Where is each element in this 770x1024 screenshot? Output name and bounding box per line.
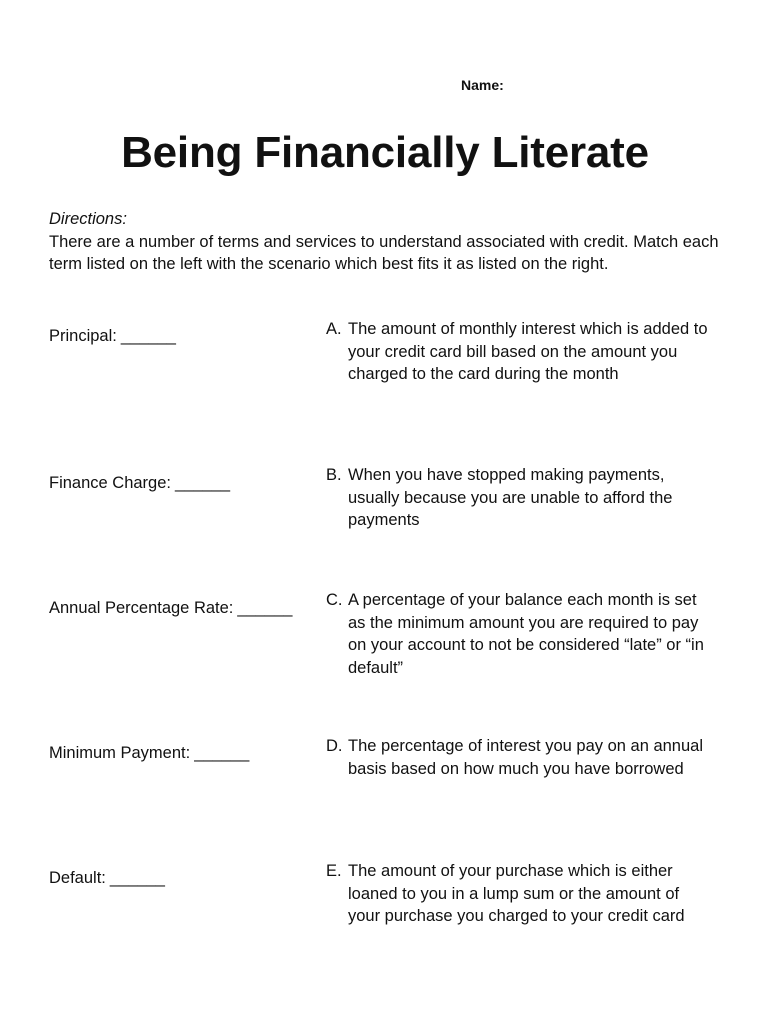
answer-blank: ______ <box>194 744 250 762</box>
term-principal <box>49 327 176 346</box>
definition-text: When you have stopped making payments, usually because you are unable to afford the payments <box>348 466 673 529</box>
definition-letter: B. <box>326 466 342 484</box>
term-finance-charge <box>49 474 230 493</box>
definition-letter: A. <box>326 320 342 338</box>
term-label: Minimum Payment: <box>49 744 191 762</box>
directions-heading: Directions: <box>49 210 127 228</box>
directions-block <box>49 208 719 276</box>
definition-letter: C. <box>326 591 343 609</box>
definition-a <box>326 318 711 386</box>
term-annual-percentage-rate <box>49 599 292 618</box>
answer-blank: ______ <box>237 599 293 617</box>
page-title: Being Financially Literate <box>121 128 649 177</box>
definition-b <box>326 464 711 532</box>
definition-text: The amount of your purchase which is either loaned to you in a lump sum or the amount of your purchase you charged to your credit card <box>348 862 685 925</box>
directions-text: There are a number of terms and services to understand associated with credit. Match each term listed on the left with the scenario which best fits it as listed on the right. <box>49 232 719 273</box>
term-label: Default: <box>49 869 106 887</box>
term-default <box>49 869 165 888</box>
definition-e <box>326 860 711 928</box>
definition-c <box>326 589 711 679</box>
answer-blank: ______ <box>109 869 165 887</box>
answer-blank: ______ <box>120 327 176 345</box>
name-label: Name: <box>461 77 504 93</box>
definition-text: A percentage of your balance each month is set as the minimum amount you are required to pay on your account to not be considered “late” or “in default” <box>348 591 704 677</box>
definition-letter: D. <box>326 737 343 755</box>
term-minimum-payment <box>49 744 249 763</box>
definition-text: The percentage of interest you pay on an annual basis based on how much you have borrowed <box>348 737 703 778</box>
term-label: Principal: <box>49 327 117 345</box>
term-label: Finance Charge: <box>49 474 171 492</box>
definition-text: The amount of monthly interest which is added to your credit card bill based on the amount you charged to the card during the month <box>348 320 708 383</box>
definition-d <box>326 735 711 780</box>
term-label: Annual Percentage Rate: <box>49 599 234 617</box>
answer-blank: ______ <box>175 474 231 492</box>
definition-letter: E. <box>326 862 342 880</box>
